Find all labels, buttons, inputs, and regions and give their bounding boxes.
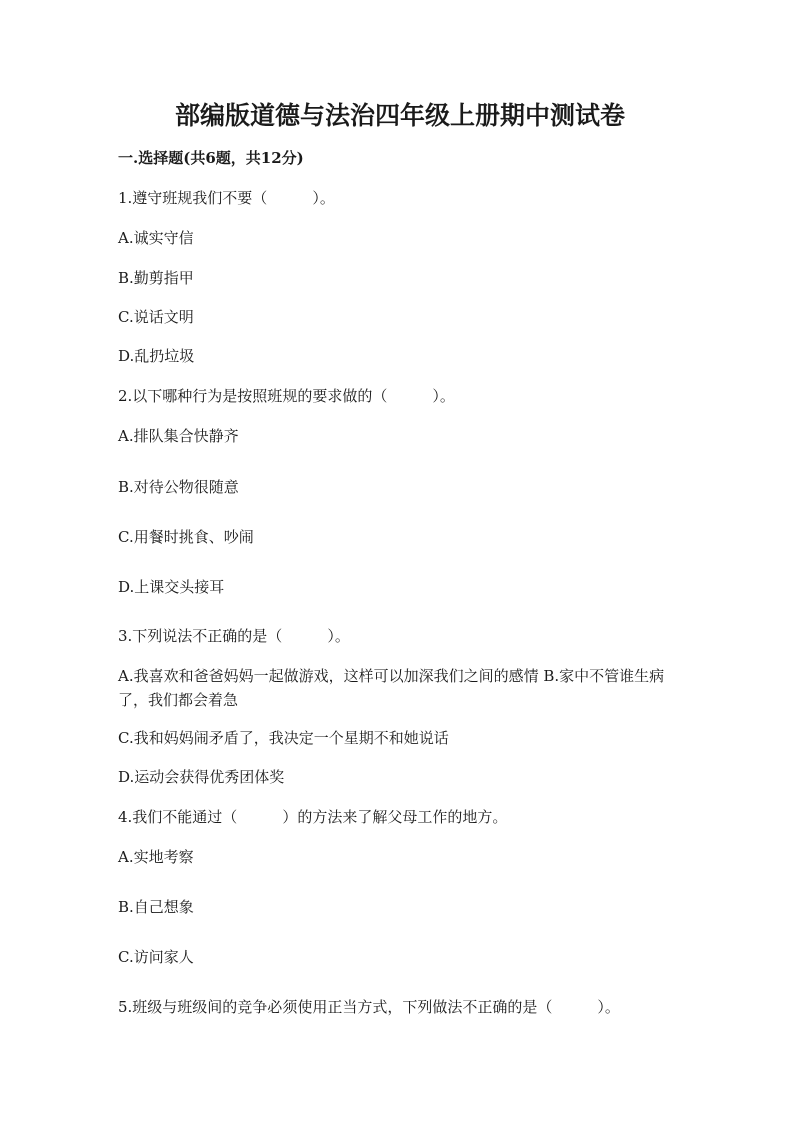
question-1-option-c: C.说话文明 [118, 308, 194, 326]
question-1-stem: 1.遵守班规我们不要（ ）。 [118, 189, 335, 207]
question-4-option-b: B.自己想象 [118, 898, 194, 916]
question-1-option-b: B.勤剪指甲 [118, 269, 194, 287]
question-1-option-a: A.诚实守信 [118, 229, 194, 247]
question-2-option-d: D.上课交头接耳 [118, 578, 225, 596]
question-3-option-a-b: A.我喜欢和爸爸妈妈一起做游戏，这样可以加深我们之间的感情 B.家中不管谁生病了，我们都会着急 [118, 667, 665, 709]
question-4-option-c: C.访问家人 [118, 948, 194, 966]
question-5-stem: 5.班级与班级间的竞争必须使用正当方式，下列做法不正确的是（ ）。 [118, 998, 620, 1016]
section-heading: 一.选择题(共6题，共12分) [118, 149, 304, 167]
question-2-stem: 2.以下哪种行为是按照班规的要求做的（ ）。 [118, 387, 455, 405]
question-4-option-a: A.实地考察 [118, 848, 194, 866]
question-2-option-a: A.排队集合快静齐 [118, 427, 239, 445]
question-4-stem: 4.我们不能通过（ ）的方法来了解父母工作的地方。 [118, 808, 508, 826]
question-3-stem: 3.下列说法不正确的是（ ）。 [118, 627, 350, 645]
question-3-option-c: C.我和妈妈闹矛盾了，我决定一个星期不和她说话 [118, 729, 449, 747]
question-3-option-d: D.运动会获得优秀团体奖 [118, 768, 285, 786]
question-1-option-d: D.乱扔垃圾 [118, 347, 195, 365]
question-2-option-b: B.对待公物很随意 [118, 478, 239, 496]
question-2-option-c: C.用餐时挑食、吵闹 [118, 528, 254, 546]
exam-title: 部编版道德与法治四年级上册期中测试卷 [174, 101, 625, 130]
